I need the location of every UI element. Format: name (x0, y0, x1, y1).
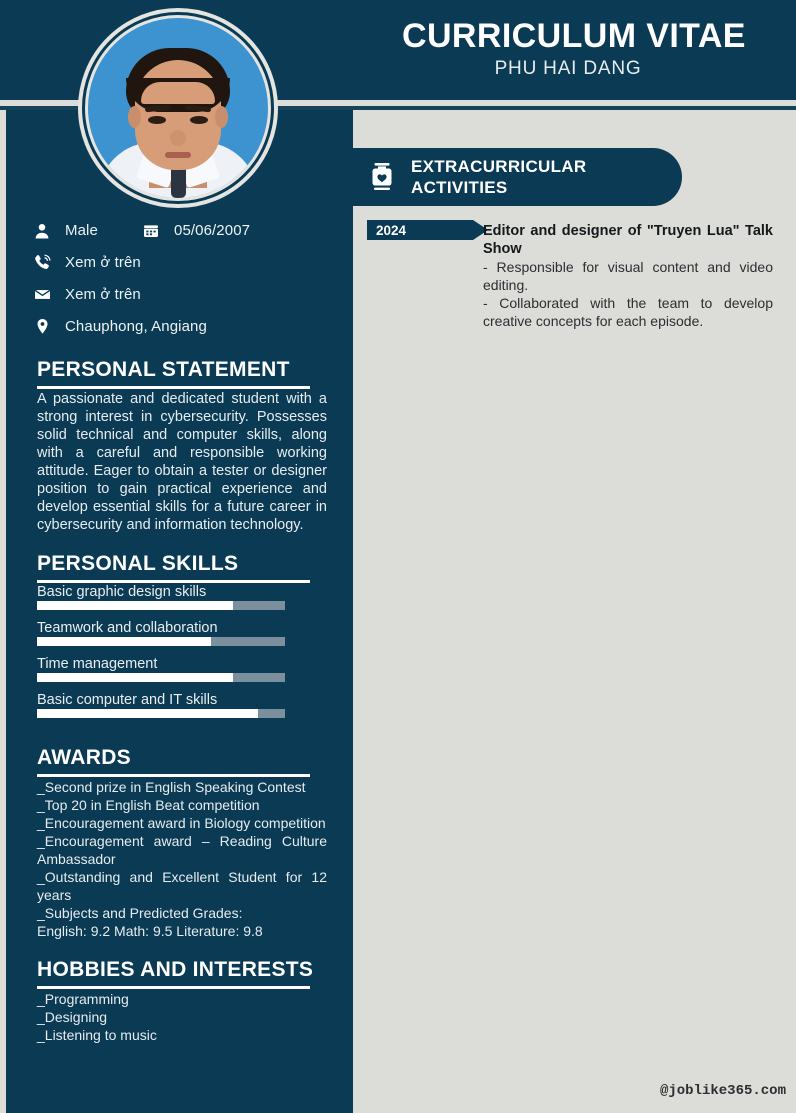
skill-label-0: Basic graphic design skills (37, 584, 207, 600)
avatar-image (85, 15, 271, 201)
section-title-awards: AWARDS (37, 746, 131, 769)
sidebar (6, 110, 353, 1113)
location-pin-icon (31, 318, 53, 335)
award-item-6: English: 9.2 Math: 9.5 Literature: 9.8 (37, 923, 263, 939)
skill-fill-2 (37, 673, 233, 682)
skill-bar-1 (37, 637, 285, 646)
phone-icon (31, 254, 53, 271)
candidate-name: PHU HAI DANG (494, 58, 642, 79)
hobby-item-1: _Designing (37, 1009, 108, 1025)
contact-phone[interactable] (31, 254, 141, 271)
page-title: CURRICULUM VITAE (402, 17, 746, 55)
hobby-item-2: _Listening to music (37, 1027, 157, 1043)
contact-address (31, 318, 207, 335)
section-title-personal-statement: PERSONAL STATEMENT (37, 358, 290, 381)
skill-fill-0 (37, 601, 233, 610)
award-item-2: _Encouragement award in Biology competition (37, 815, 326, 831)
section-title-personal-skills: PERSONAL SKILLS (37, 552, 239, 575)
section-rule-awards (37, 774, 310, 777)
section-rule-hobbies (37, 986, 310, 989)
contact-birthdate-text: 05/06/2007 (174, 222, 251, 239)
contact-email-text: Xem ở trên (65, 286, 141, 303)
section-title-hobbies: HOBBIES AND INTERESTS (37, 958, 314, 981)
contact-address-text: Chauphong, Angiang (65, 318, 207, 335)
skill-label-1: Teamwork and collaboration (37, 620, 218, 636)
entry-bullet-0: - Responsible for visual content and video editing. (483, 259, 773, 293)
section-header-extracurricular (353, 148, 682, 206)
award-item-3: _Encouragement award – Reading Culture Ambassador (37, 833, 327, 867)
contact-birthdate (140, 222, 250, 239)
main-content (353, 110, 796, 1113)
person-icon (31, 223, 53, 239)
entry-title: Editor and designer of "Truyen Lua" Talk Show (483, 223, 773, 257)
skill-fill-1 (37, 637, 211, 646)
skill-fill-3 (37, 709, 258, 718)
award-item-1: _Top 20 in English Beat competition (37, 797, 260, 813)
donation-jar-heart-icon (361, 162, 403, 192)
section-header-label: EXTRACURRICULAR ACTIVITIES (411, 157, 587, 197)
watermark: @joblike365.com (659, 1083, 786, 1099)
entry-year-badge: 2024 (367, 220, 473, 240)
skill-bar-3 (37, 709, 285, 718)
calendar-icon (140, 223, 162, 239)
entry-bullet-1: - Collaborated with the team to develop creative concepts for each episode. (483, 295, 773, 329)
section-rule-personal-statement (37, 386, 310, 389)
envelope-icon (31, 286, 53, 303)
contact-gender (31, 222, 98, 239)
award-item-0: _Second prize in English Speaking Contest (37, 779, 306, 795)
skill-bar-0 (37, 601, 285, 610)
skill-label-2: Time management (37, 656, 158, 672)
contact-gender-text: Male (65, 222, 98, 239)
section-rule-personal-skills (37, 580, 310, 583)
personal-statement-body: A passionate and dedicated student with a strong interest in cybersecurity. Possesses solid technical and computer skills, along with a careful and responsible working attitude. Eager to obtain a tester or designer position to gain practical experience and develop essential skills for a future career in cybersecurity and information technology. (37, 391, 327, 533)
hobby-item-0: _Programming (37, 991, 129, 1007)
skill-bar-2 (37, 673, 285, 682)
avatar (78, 8, 278, 208)
contact-email[interactable] (31, 286, 141, 303)
skill-label-3: Basic computer and IT skills (37, 692, 218, 708)
award-item-4: _Outstanding and Excellent Student for 12 years (37, 869, 327, 903)
contact-phone-text: Xem ở trên (65, 254, 141, 271)
award-item-5: _Subjects and Predicted Grades: (37, 905, 243, 921)
